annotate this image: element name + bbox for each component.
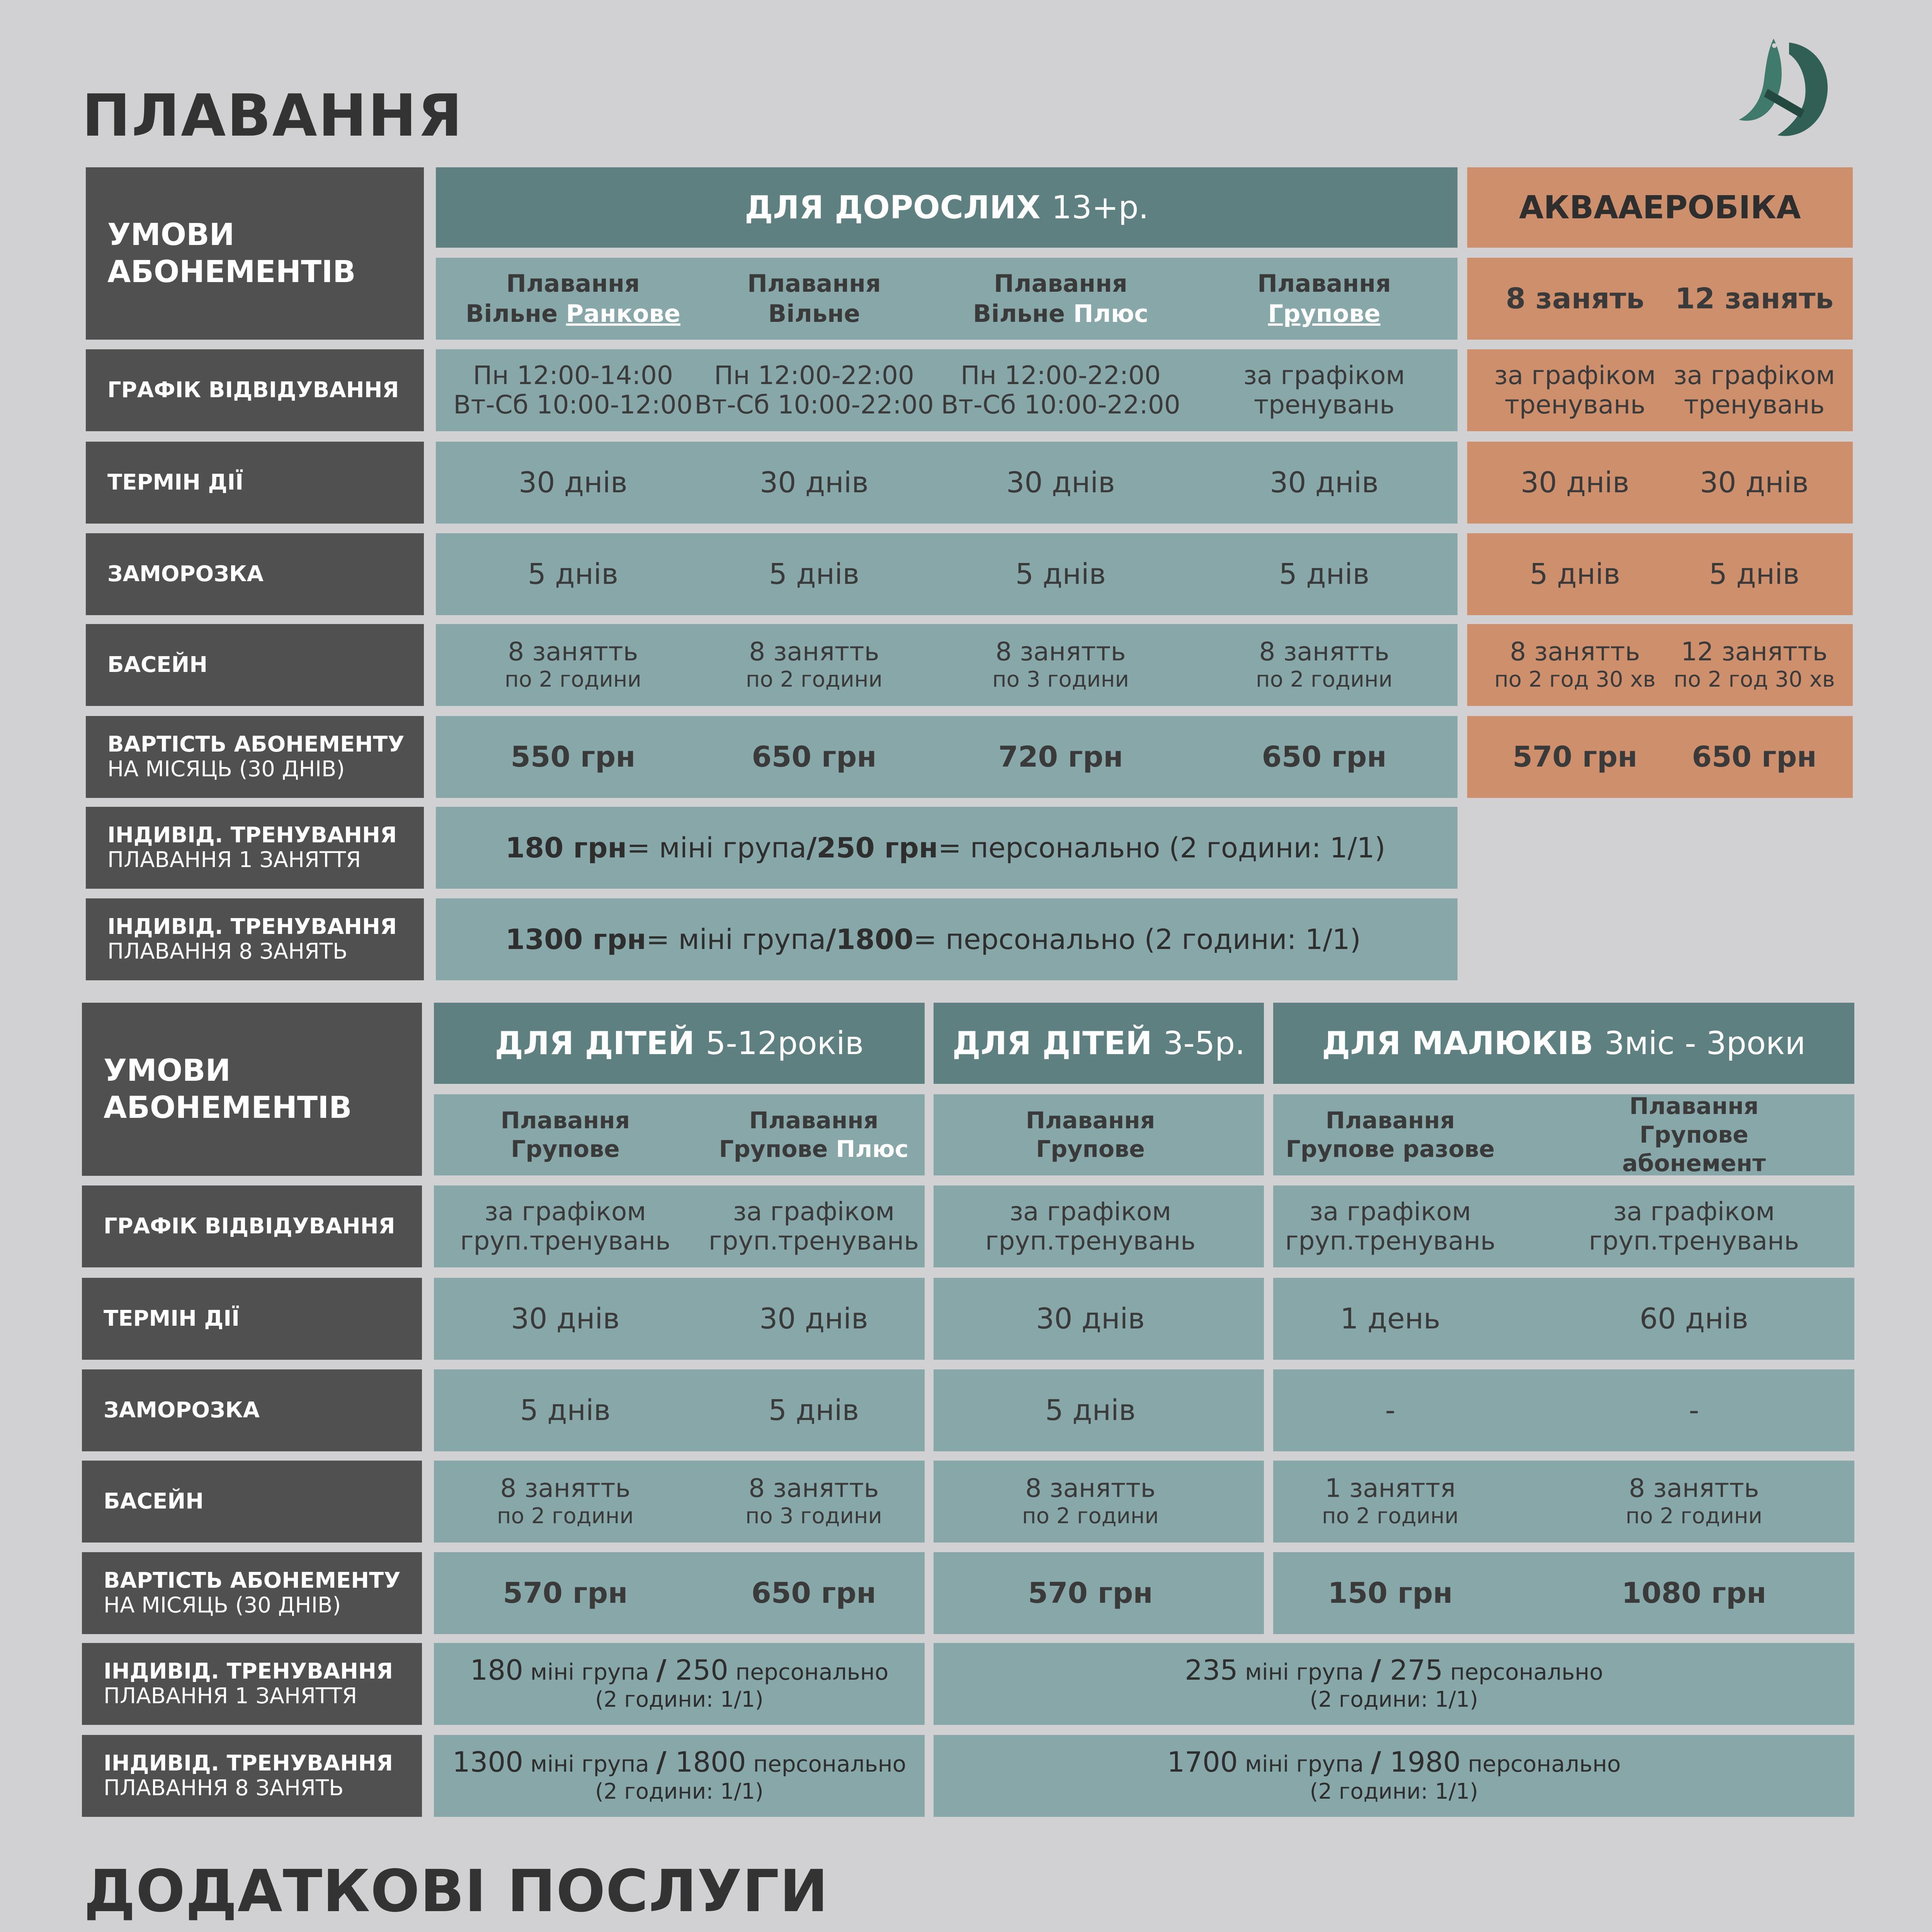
price-personal: 275 bbox=[1381, 1653, 1443, 1686]
table-cell bbox=[446, 624, 701, 706]
kids-plan-0 bbox=[438, 1094, 693, 1175]
aqua-title: АКВААЕРОБІКА bbox=[1519, 189, 1801, 226]
cell-line: за графіком bbox=[1243, 361, 1405, 390]
table-cell bbox=[933, 442, 1188, 524]
cell-line: 570 грн bbox=[1512, 740, 1638, 774]
indiv-label-sub: ПЛАВАННЯ 1 ЗАНЯТТЯ bbox=[104, 1684, 357, 1709]
table-cell bbox=[1267, 1278, 1514, 1360]
indiv-label-text: ІНДИВІД. ТРЕНУВАННЯ bbox=[104, 1659, 393, 1684]
cell-line: 1 день bbox=[1340, 1302, 1440, 1335]
plan-name-line2 bbox=[973, 299, 1148, 329]
row-label-sub: НА МІСЯЦЬ (30 ДНІВ) bbox=[107, 757, 345, 782]
row-label-text: ВАРТІСТЬ АБОНЕМЕНТУ bbox=[104, 1568, 401, 1593]
cell-line: 150 грн bbox=[1328, 1577, 1453, 1610]
aqua-cell bbox=[1482, 442, 1668, 524]
plan-name-part: Вільне bbox=[768, 299, 860, 328]
indiv-line2: (2 години: 1/1) bbox=[1310, 1687, 1478, 1712]
personal-text: персонально bbox=[746, 1750, 906, 1777]
price-mini: 1700 bbox=[1167, 1745, 1238, 1778]
cell-line: за графіком bbox=[1309, 1197, 1471, 1226]
table-cell bbox=[690, 1278, 937, 1360]
table-cell bbox=[967, 1461, 1214, 1543]
row-label bbox=[86, 624, 424, 706]
cell-line: 12 занятть bbox=[1681, 637, 1828, 667]
indiv-label-text: ІНДИВІД. ТРЕНУВАННЯ bbox=[107, 823, 397, 848]
adults-plan-1 bbox=[687, 258, 942, 340]
cell-line: 650 грн bbox=[752, 740, 877, 774]
mini-text: міні група bbox=[1238, 1658, 1371, 1685]
personal-text: = персонально (2 години: 1/1) bbox=[913, 923, 1361, 956]
personal-text: персонально bbox=[1443, 1658, 1603, 1685]
plan-name-line1: Плавання bbox=[1629, 1093, 1759, 1120]
cell-line: 650 грн bbox=[1262, 740, 1387, 774]
indiv-line1 bbox=[1185, 1655, 1603, 1687]
cell-line: по 2 години bbox=[1626, 1503, 1762, 1529]
kids-indiv-left bbox=[434, 1643, 925, 1725]
plan-name-line1: Плавання bbox=[1325, 1107, 1455, 1134]
indiv-label-text: ІНДИВІД. ТРЕНУВАННЯ bbox=[104, 1751, 393, 1776]
price-personal: 250 грн bbox=[816, 832, 938, 864]
kids-indiv-left bbox=[434, 1735, 925, 1817]
table-cell bbox=[690, 1552, 937, 1634]
row-label-text: ЗАМОРОЗКА bbox=[104, 1398, 260, 1423]
cell-line: 30 днів bbox=[1520, 466, 1629, 499]
indiv-label bbox=[82, 1643, 422, 1725]
cell-line: 30 днів bbox=[1700, 466, 1809, 499]
plan-name-part: Групове разове bbox=[1286, 1136, 1495, 1163]
cell-line: 550 грн bbox=[510, 740, 636, 774]
cell-line: 5 днів bbox=[1045, 1394, 1136, 1427]
aqua-cell bbox=[1662, 349, 1847, 431]
plan-name-part: Групове bbox=[1036, 1136, 1145, 1163]
table-cell bbox=[1197, 624, 1452, 706]
cell-line: 5 днів bbox=[769, 558, 860, 591]
cell-line: Пн 12:00-22:00 bbox=[714, 361, 914, 390]
cell-line: 60 днів bbox=[1639, 1302, 1748, 1335]
plan-name-line1: Плавання bbox=[506, 269, 640, 298]
row-label bbox=[86, 349, 424, 431]
cell-line: 30 днів bbox=[759, 1302, 868, 1335]
indiv-line1 bbox=[470, 1655, 889, 1687]
cell-line: 8 занятть bbox=[1629, 1473, 1759, 1503]
plan-name-part: Групове bbox=[719, 1136, 836, 1163]
cell-line: Пн 12:00-14:00 bbox=[473, 361, 673, 390]
cell-line: по 2 год 30 хв bbox=[1494, 667, 1656, 692]
plan-name-line1: Плавання bbox=[749, 1107, 879, 1134]
cell-line: тренувань bbox=[1504, 390, 1646, 420]
table-cell bbox=[1570, 1552, 1818, 1634]
row-label bbox=[82, 1461, 422, 1543]
kids-group-3-5: ДЛЯ ДІТЕЙ 3-5р. bbox=[934, 1003, 1264, 1084]
indiv-label bbox=[86, 807, 424, 889]
cell-line: Вт-Сб 10:00-22:00 bbox=[941, 390, 1180, 420]
table-cell bbox=[1570, 1278, 1818, 1360]
cell-line: 5 днів bbox=[1529, 558, 1621, 591]
cell-line: 5 днів bbox=[1015, 558, 1106, 591]
cell-line: по 2 години bbox=[1322, 1503, 1459, 1529]
table-cell bbox=[687, 716, 942, 798]
cell-line: 30 днів bbox=[511, 1302, 620, 1335]
mini-text: міні група bbox=[523, 1658, 656, 1685]
cell-line: 5 днів bbox=[1279, 558, 1370, 591]
cell-line: за графіком bbox=[1613, 1197, 1775, 1226]
table-cell bbox=[446, 349, 701, 431]
row-label bbox=[86, 442, 424, 524]
cell-line: за графіком bbox=[733, 1197, 895, 1226]
personal-text: персонально bbox=[1461, 1750, 1621, 1777]
row-label-text: ГРАФІК ВІДВІДУВАННЯ bbox=[107, 378, 399, 403]
cell-line: 5 днів bbox=[520, 1394, 611, 1427]
cell-line: 30 днів bbox=[1270, 466, 1379, 499]
table-cell bbox=[687, 442, 942, 524]
mini-text: міні група bbox=[523, 1750, 656, 1777]
plan-name-line2 bbox=[1036, 1135, 1145, 1163]
indiv-label-sub: ПЛАВАННЯ 8 ЗАНЯТЬ bbox=[104, 1776, 344, 1801]
table-cell bbox=[446, 442, 701, 524]
table-cell bbox=[446, 716, 701, 798]
cell-line: - bbox=[1689, 1394, 1699, 1427]
adults-plan-3 bbox=[1197, 258, 1452, 340]
plan-name-highlight: Ранкове bbox=[566, 299, 680, 328]
row-label bbox=[82, 1552, 422, 1634]
price-mini: 180 грн bbox=[505, 832, 627, 864]
cell-line: 8 занятть bbox=[1510, 637, 1640, 667]
table-cell bbox=[1267, 1461, 1514, 1543]
plan-name-line1: Плавання bbox=[1026, 1107, 1155, 1134]
aqua-cell bbox=[1662, 533, 1847, 615]
table-cell bbox=[442, 1185, 689, 1267]
aqua-cell bbox=[1482, 716, 1668, 798]
plan-name-line2 bbox=[719, 1135, 909, 1163]
cell-line: 8 занятть bbox=[1259, 637, 1389, 667]
adults-group-header bbox=[436, 167, 1458, 248]
cell-line: 5 днів bbox=[527, 558, 619, 591]
indiv-label-sub: ПЛАВАННЯ 8 ЗАНЯТЬ bbox=[107, 939, 348, 964]
row-label bbox=[86, 716, 424, 798]
price-personal: 1980 bbox=[1381, 1745, 1461, 1778]
table-cell bbox=[967, 1278, 1214, 1360]
price-personal: 1800 bbox=[666, 1745, 746, 1778]
aqua-cell bbox=[1662, 442, 1847, 524]
table-cell bbox=[442, 1461, 689, 1543]
indiv-label bbox=[86, 898, 424, 980]
table-cell bbox=[690, 1369, 937, 1451]
cell-line: 1080 грн bbox=[1621, 1577, 1767, 1610]
table-cell bbox=[933, 624, 1188, 706]
row-label-sub: НА МІСЯЦЬ (30 ДНІВ) bbox=[104, 1593, 341, 1618]
plan-name-line1: Плавання bbox=[747, 269, 881, 298]
table-cell bbox=[1570, 1185, 1818, 1267]
table-cell bbox=[933, 533, 1188, 615]
aqua-cell bbox=[1482, 533, 1668, 615]
row-label-text: ВАРТІСТЬ АБОНЕМЕНТУ bbox=[107, 732, 405, 757]
row-label-text: ГРАФІК ВІДВІДУВАННЯ bbox=[104, 1214, 395, 1239]
row-label-text: БАСЕЙН bbox=[104, 1489, 204, 1514]
slash: / bbox=[656, 1653, 667, 1686]
table-cell bbox=[442, 1369, 689, 1451]
adults-group-title: ДЛЯ ДОРОСЛИХ bbox=[745, 189, 1041, 226]
cell-line: по 3 години bbox=[992, 667, 1129, 692]
table-cell bbox=[1570, 1369, 1818, 1451]
cell-line: 30 днів bbox=[519, 466, 628, 499]
cell-line: 570 грн bbox=[503, 1577, 628, 1610]
adults-indiv-value bbox=[436, 807, 1458, 889]
cell-line: груп.тренувань bbox=[460, 1226, 671, 1256]
table-cell bbox=[967, 1185, 1214, 1267]
plan-name-line2 bbox=[768, 299, 860, 329]
table-cell bbox=[1267, 1552, 1514, 1634]
indiv-line1 bbox=[1167, 1747, 1621, 1779]
price-mini: 235 bbox=[1185, 1653, 1238, 1686]
price-personal: 1800 bbox=[836, 923, 913, 956]
cell-line: тренувань bbox=[1684, 390, 1825, 420]
cell-line: 8 занятть bbox=[748, 1473, 879, 1503]
table-cell bbox=[687, 624, 942, 706]
indiv-label-sub: ПЛАВАННЯ 1 ЗАНЯТТЯ bbox=[107, 847, 361, 872]
page-title: ПЛАВАННЯ bbox=[82, 82, 464, 150]
cell-line: 650 грн bbox=[1692, 740, 1817, 774]
kids-group-babies: ДЛЯ МАЛЮКІВ 3міс - 3роки bbox=[1273, 1003, 1854, 1084]
kids-plan-4 bbox=[1566, 1094, 1821, 1175]
kids-indiv-right bbox=[934, 1735, 1854, 1817]
plan-name-line2 bbox=[1268, 299, 1380, 329]
row-label-text: ЗАМОРОЗКА bbox=[107, 561, 264, 587]
plan-name-line1: Плавання bbox=[500, 1107, 630, 1134]
adults-plan-2 bbox=[933, 258, 1188, 340]
table-cell bbox=[687, 533, 942, 615]
table-cell bbox=[690, 1461, 937, 1543]
table-cell bbox=[1267, 1369, 1514, 1451]
slash: / bbox=[1371, 1745, 1381, 1778]
indiv-line2: (2 години: 1/1) bbox=[1310, 1779, 1478, 1804]
table-cell bbox=[933, 716, 1188, 798]
table-cell bbox=[442, 1278, 689, 1360]
cell-line: 720 грн bbox=[998, 740, 1123, 774]
row-label bbox=[82, 1369, 422, 1451]
adults-conditions-label: УМОВИ АБОНЕМЕНТІВ bbox=[86, 167, 424, 340]
plan-name-highlight: Групове bbox=[1268, 299, 1381, 328]
aqua-cell bbox=[1662, 716, 1847, 798]
price-mini: 1300 грн bbox=[505, 923, 646, 956]
indiv-label bbox=[82, 1735, 422, 1817]
plan-name-part: Вільне bbox=[973, 299, 1073, 328]
aqua-cell bbox=[1662, 624, 1847, 706]
table-cell bbox=[1197, 349, 1452, 431]
table-cell bbox=[442, 1552, 689, 1634]
price-mini: 1300 bbox=[452, 1745, 524, 1778]
table-cell bbox=[933, 349, 1188, 431]
cell-line: за графіком bbox=[1673, 361, 1835, 390]
row-label-text: БАСЕЙН bbox=[107, 652, 208, 677]
kids-plan-3 bbox=[1263, 1094, 1518, 1175]
cell-line: за графіком bbox=[1009, 1197, 1172, 1226]
cell-line: 570 грн bbox=[1028, 1577, 1153, 1610]
cell-line: за графіком bbox=[484, 1197, 646, 1226]
cell-line: 8 занятть bbox=[508, 637, 638, 667]
indiv-label-text: ІНДИВІД. ТРЕНУВАННЯ bbox=[107, 914, 397, 939]
table-cell bbox=[967, 1552, 1214, 1634]
cell-line: тренувань bbox=[1253, 390, 1395, 420]
mini-text: міні група bbox=[1238, 1750, 1371, 1777]
table-cell bbox=[1197, 442, 1452, 524]
plan-name-line2 bbox=[511, 1135, 620, 1163]
slash: / bbox=[656, 1745, 667, 1778]
plan-name-part: Групове bbox=[511, 1136, 620, 1163]
table-cell bbox=[446, 533, 701, 615]
row-label bbox=[86, 533, 424, 615]
plan-name-highlight: Плюс bbox=[1073, 299, 1148, 328]
cell-line: 5 днів bbox=[1709, 558, 1800, 591]
cell-line: Пн 12:00-22:00 bbox=[961, 361, 1161, 390]
plan-name-line2 bbox=[1566, 1121, 1821, 1178]
table-cell bbox=[687, 349, 942, 431]
slash: / bbox=[826, 923, 836, 956]
cell-line: 8 занятть bbox=[749, 637, 879, 667]
cell-line: по 2 год 30 хв bbox=[1673, 667, 1835, 692]
cell-line: 30 днів bbox=[1036, 1302, 1145, 1335]
kids-indiv-right bbox=[934, 1643, 1854, 1725]
table-cell bbox=[1197, 533, 1452, 615]
table-cell bbox=[967, 1369, 1214, 1451]
extras-title: ДОДАТКОВІ ПОСЛУГИ bbox=[84, 1858, 829, 1925]
plan-name-part: Групове абонемент bbox=[1622, 1121, 1766, 1177]
cell-line: Вт-Сб 10:00-22:00 bbox=[694, 390, 934, 420]
adults-group-age: 13+р. bbox=[1051, 189, 1149, 226]
kids-plan-2 bbox=[963, 1094, 1218, 1175]
cell-line: по 2 години bbox=[1256, 667, 1393, 692]
cell-line: 8 занятть bbox=[500, 1473, 631, 1503]
aqua-plan-1: 12 занять bbox=[1675, 282, 1833, 315]
cell-line: груп.тренувань bbox=[1588, 1226, 1799, 1256]
cell-line: 5 днів bbox=[768, 1394, 859, 1427]
aqua-cell bbox=[1482, 349, 1668, 431]
indiv-line1 bbox=[452, 1747, 906, 1779]
mini-text: = міні група bbox=[627, 832, 807, 864]
kids-conditions-label: УМОВИ АБОНЕМЕНТІВ bbox=[82, 1003, 422, 1176]
personal-text: = персонально (2 години: 1/1) bbox=[938, 832, 1386, 864]
cell-line: по 3 години bbox=[745, 1503, 882, 1529]
kids-plan-1 bbox=[686, 1094, 941, 1175]
plan-name-line2 bbox=[1286, 1135, 1495, 1163]
cell-line: 8 занятть bbox=[1025, 1473, 1156, 1503]
kids-group-5-12: ДЛЯ ДІТЕЙ 5-12років bbox=[434, 1003, 925, 1084]
plan-name-part: Вільне bbox=[466, 299, 566, 328]
cell-line: 30 днів bbox=[760, 466, 869, 499]
plan-name-line2 bbox=[466, 299, 680, 329]
cell-line: по 2 години bbox=[505, 667, 641, 692]
plan-name-highlight: Плюс bbox=[836, 1136, 909, 1163]
aqua-plan-0: 8 занять bbox=[1505, 282, 1645, 315]
cell-line: 650 грн bbox=[751, 1577, 876, 1610]
row-label bbox=[82, 1185, 422, 1267]
personal-text: персонально bbox=[728, 1658, 889, 1685]
aqua-cell bbox=[1482, 624, 1668, 706]
row-label-text: ТЕРМІН ДІЇ bbox=[107, 470, 243, 495]
adults-plan-0 bbox=[446, 258, 701, 340]
cell-line: по 2 години bbox=[746, 667, 883, 692]
crocodile-logo-icon bbox=[1731, 31, 1847, 151]
adults-indiv-value bbox=[436, 898, 1458, 980]
cell-line: - bbox=[1385, 1394, 1396, 1427]
cell-line: груп.тренувань bbox=[708, 1226, 919, 1256]
cell-line: Вт-Сб 10:00-12:00 bbox=[453, 390, 693, 420]
cell-line: 1 заняття bbox=[1325, 1473, 1456, 1503]
cell-line: груп.тренувань bbox=[985, 1226, 1196, 1256]
mini-text: = міні група bbox=[646, 923, 826, 956]
table-cell bbox=[1570, 1461, 1818, 1543]
slash: / bbox=[806, 832, 817, 864]
cell-line: по 2 години bbox=[1022, 1503, 1159, 1529]
price-personal: 250 bbox=[666, 1653, 728, 1686]
cell-line: 30 днів bbox=[1006, 466, 1115, 499]
plan-name-line1: Плавання bbox=[1257, 269, 1391, 298]
cell-line: груп.тренувань bbox=[1285, 1226, 1496, 1256]
slash: / bbox=[1371, 1653, 1381, 1686]
indiv-line2: (2 години: 1/1) bbox=[595, 1779, 764, 1804]
cell-line: по 2 години bbox=[497, 1503, 634, 1529]
row-label-text: ТЕРМІН ДІЇ bbox=[104, 1306, 240, 1331]
aqua-header bbox=[1467, 167, 1853, 248]
cell-line: 8 занятть bbox=[995, 637, 1126, 667]
table-cell bbox=[1267, 1185, 1514, 1267]
plan-name-line1: Плавання bbox=[994, 269, 1128, 298]
table-cell bbox=[690, 1185, 937, 1267]
table-cell bbox=[1197, 716, 1452, 798]
indiv-line2: (2 години: 1/1) bbox=[595, 1687, 764, 1712]
cell-line: за графіком bbox=[1494, 361, 1656, 390]
row-label bbox=[82, 1278, 422, 1360]
price-mini: 180 bbox=[470, 1653, 524, 1686]
